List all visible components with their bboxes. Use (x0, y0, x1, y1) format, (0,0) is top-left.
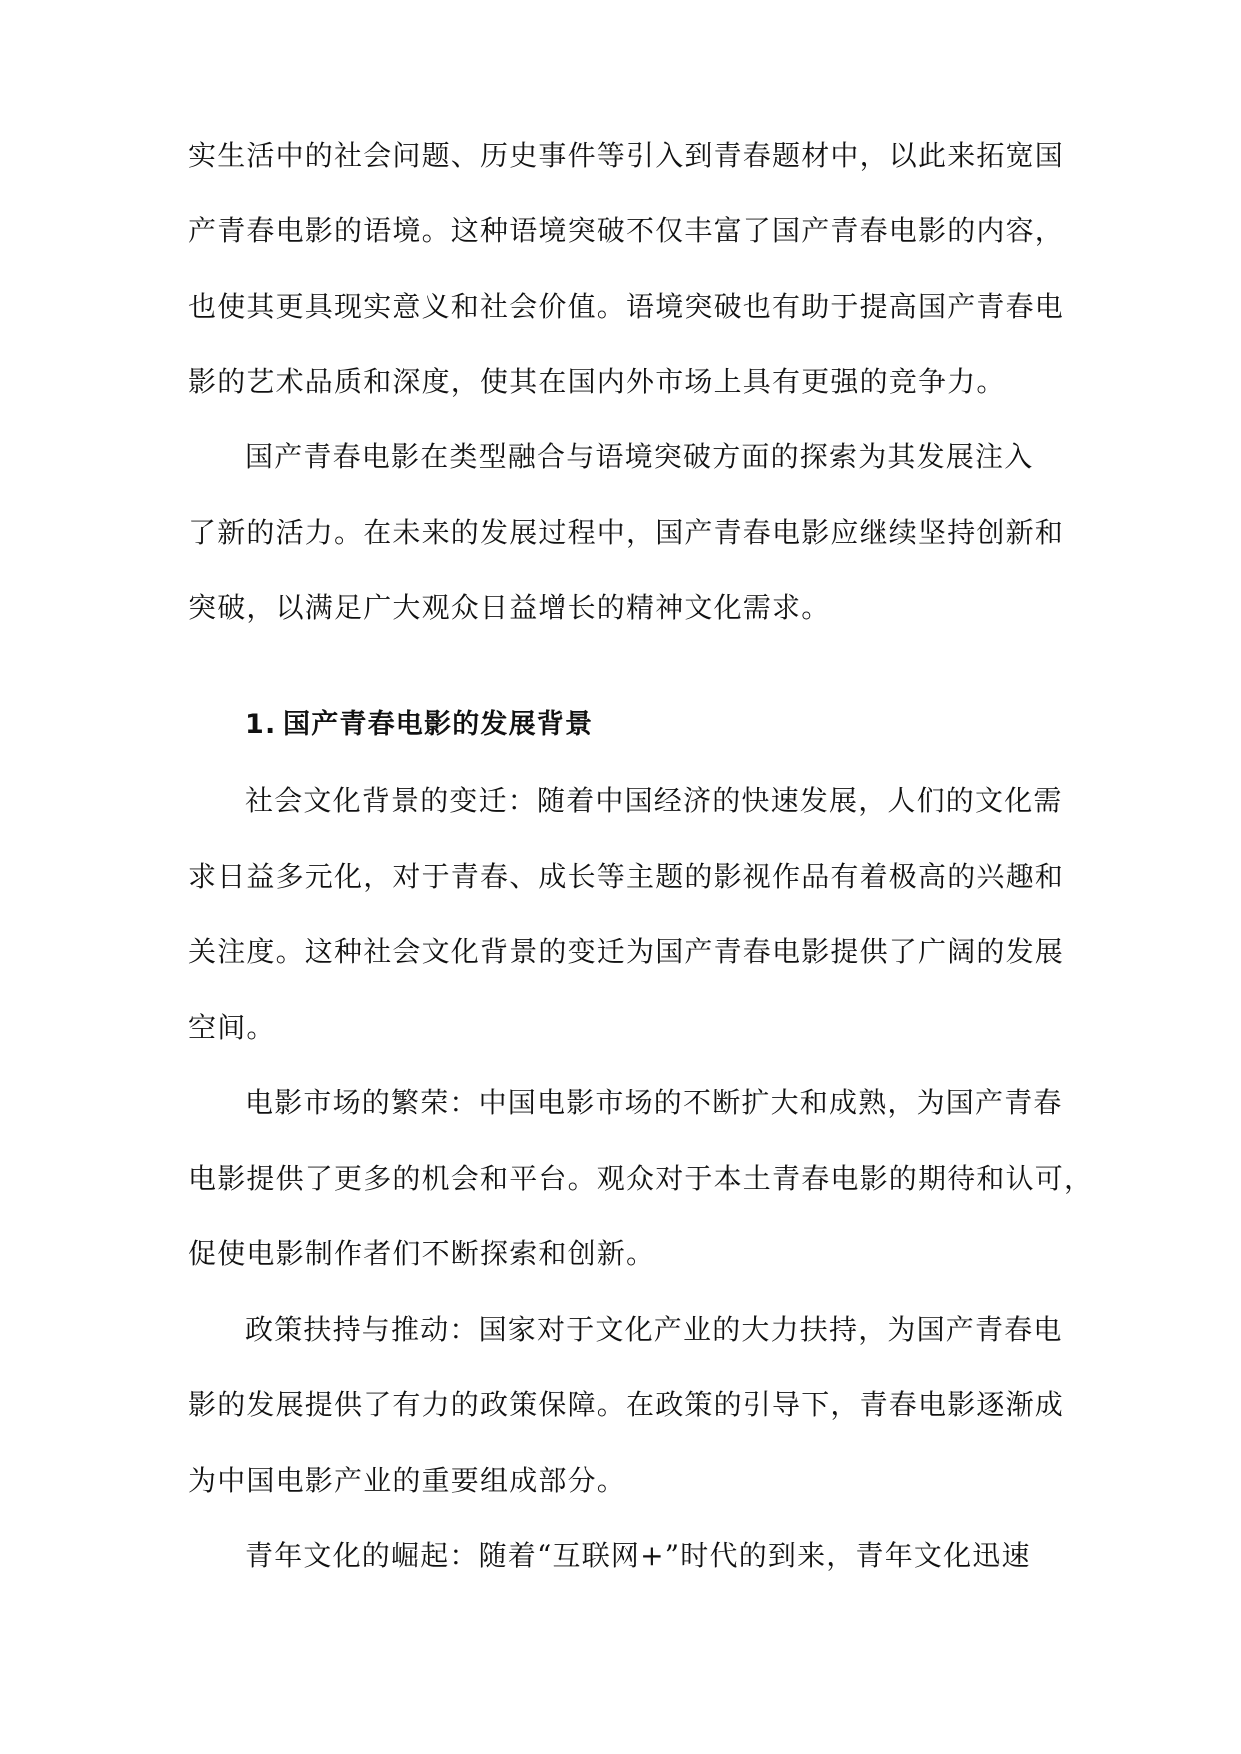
text-line: 空间。 (188, 1011, 276, 1044)
text-line: 突破，以满足广大观众日益增长的精神文化需求。 (188, 591, 831, 624)
section-title: 国产青春电影的发展背景 (283, 709, 594, 740)
text-line: 影的艺术品质和深度，使其在国内外市场上具有更强的竞争力。 (188, 365, 1006, 398)
text-line: 产青春电影的语境。这种语境突破不仅丰富了国产青春电影的内容， (188, 214, 1065, 247)
section-number: 1. (245, 709, 277, 740)
text-line: 关注度。这种社会文化背景的变迁为国产青春电影提供了广阔的发展 (188, 935, 1065, 968)
text-line: 了新的活力。在未来的发展过程中，国产青春电影应继续坚持创新和 (188, 516, 1065, 549)
text-line: 也使其更具现实意义和社会价值。语境突破也有助于提高国产青春电 (188, 290, 1065, 323)
text-line: 社会文化背景的变迁：随着中国经济的快速发展，人们的文化需 (245, 784, 1063, 817)
section-heading (245, 705, 1241, 745)
text-line: 促使电影制作者们不断探索和创新。 (188, 1237, 656, 1270)
text-line: 实生活中的社会问题、历史事件等引入到青春题材中，以此来拓宽国 (188, 139, 1065, 172)
text-line: 影的发展提供了有力的政策保障。在政策的引导下，青春电影逐渐成 (188, 1388, 1065, 1421)
text-line: 政策扶持与推动：国家对于文化产业的大力扶持，为国产青春电 (245, 1313, 1063, 1346)
text-line: 青年文化的崛起：随着“互联网+”时代的到来，青年文化迅速 (245, 1539, 1031, 1572)
text-line: 国产青春电影在类型融合与语境突破方面的探索为其发展注入 (245, 440, 1034, 473)
text-line: 电影市场的繁荣：中国电影市场的不断扩大和成熟，为国产青春 (245, 1086, 1063, 1119)
text-line: 为中国电影产业的重要组成部分。 (188, 1464, 627, 1497)
text-line: 电影提供了更多的机会和平台。观众对于本土青春电影的期待和认可， (188, 1162, 1094, 1195)
text-line: 求日益多元化，对于青春、成长等主题的影视作品有着极高的兴趣和 (188, 860, 1065, 893)
